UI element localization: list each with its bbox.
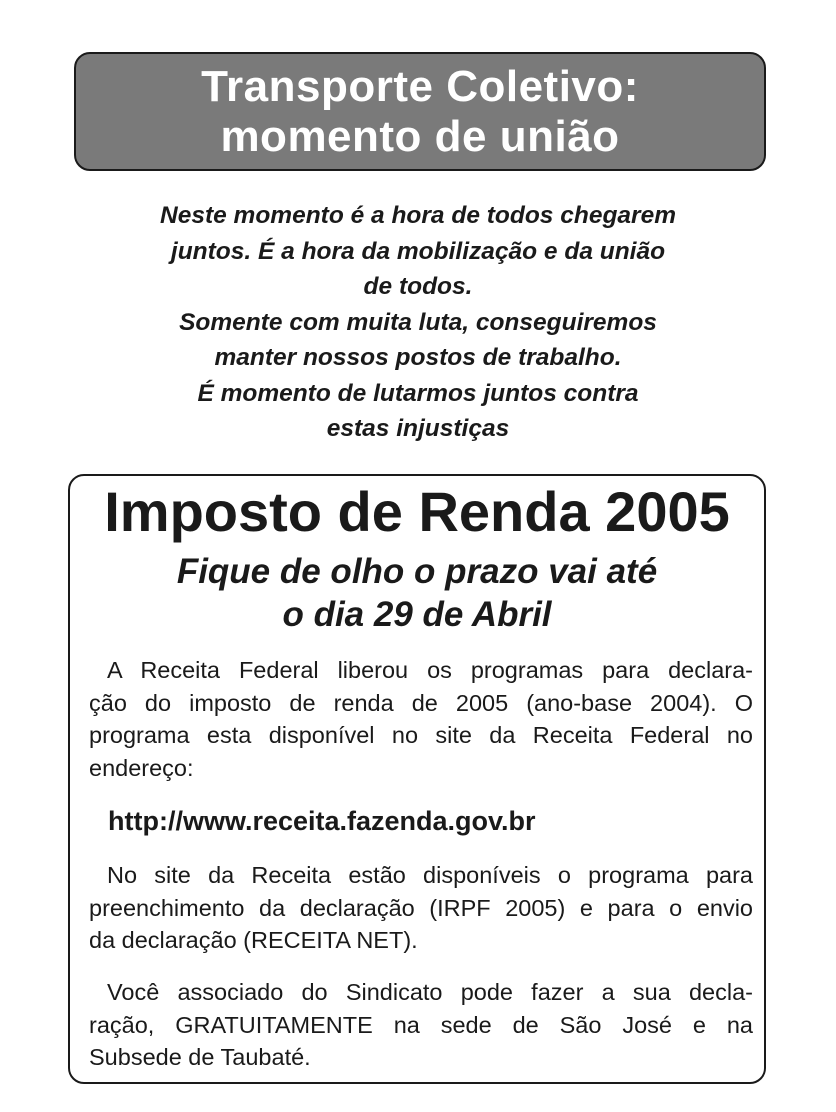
headline-line-1: Transporte Coletivo: — [201, 61, 639, 111]
imposto-de-renda-box — [68, 474, 766, 1084]
paragraph-line: Subsede de Taubaté. — [89, 1044, 311, 1070]
paragraph-site-receita — [89, 859, 753, 957]
headline-banner — [74, 52, 766, 171]
intro-line: estas injustiças — [326, 415, 510, 442]
paragraph-line: endereço: — [89, 754, 194, 781]
intro-line: Neste momento é a hora de todos chegarem — [160, 202, 676, 229]
intro-line: juntos. É a hora da mobilização e da união — [170, 237, 666, 265]
imposto-title: Imposto de Renda 2005 — [104, 480, 730, 543]
paragraph-line: ração, GRATUITAMENTE na sede de São José e na — [89, 1011, 753, 1038]
paragraph-line: A Receita Federal liberou os programas para declara- — [107, 657, 753, 683]
paragraph-line: No site da Receita estão disponíveis o programa para — [107, 862, 753, 888]
paragraph-receita-liberou — [89, 654, 753, 784]
subtitle-line-1: Fique de olho o prazo vai até — [176, 552, 658, 591]
subtitle-line-2: o dia 29 de Abril — [282, 595, 552, 634]
intro-line: É momento de lutarmos juntos contra — [197, 379, 639, 407]
paragraph-line: Você associado do Sindicato pode fazer a sua decla- — [107, 979, 753, 1005]
intro-line: de todos. — [363, 273, 473, 300]
intro-line: manter nossos postos de trabalho. — [214, 344, 622, 371]
intro-text — [60, 198, 776, 447]
imposto-subtitle — [70, 550, 764, 636]
paragraph-associado — [89, 976, 753, 1074]
paragraph-line: programa esta disponível no site da Receita Federal no — [89, 722, 753, 748]
paragraph-line: da declaração (RECEITA NET). — [89, 927, 418, 953]
receita-url-link[interactable]: http://www.receita.fazenda.gov.br — [108, 806, 536, 836]
headline-line-2: momento de união — [220, 111, 620, 161]
paragraph-line: ção do imposto de renda de 2005 (ano-base 2004). O — [89, 689, 753, 716]
paragraph-line: preenchimento da declaração (IRPF 2005) e para o envio — [89, 894, 753, 921]
intro-line: Somente com muita luta, conseguiremos — [179, 308, 657, 336]
